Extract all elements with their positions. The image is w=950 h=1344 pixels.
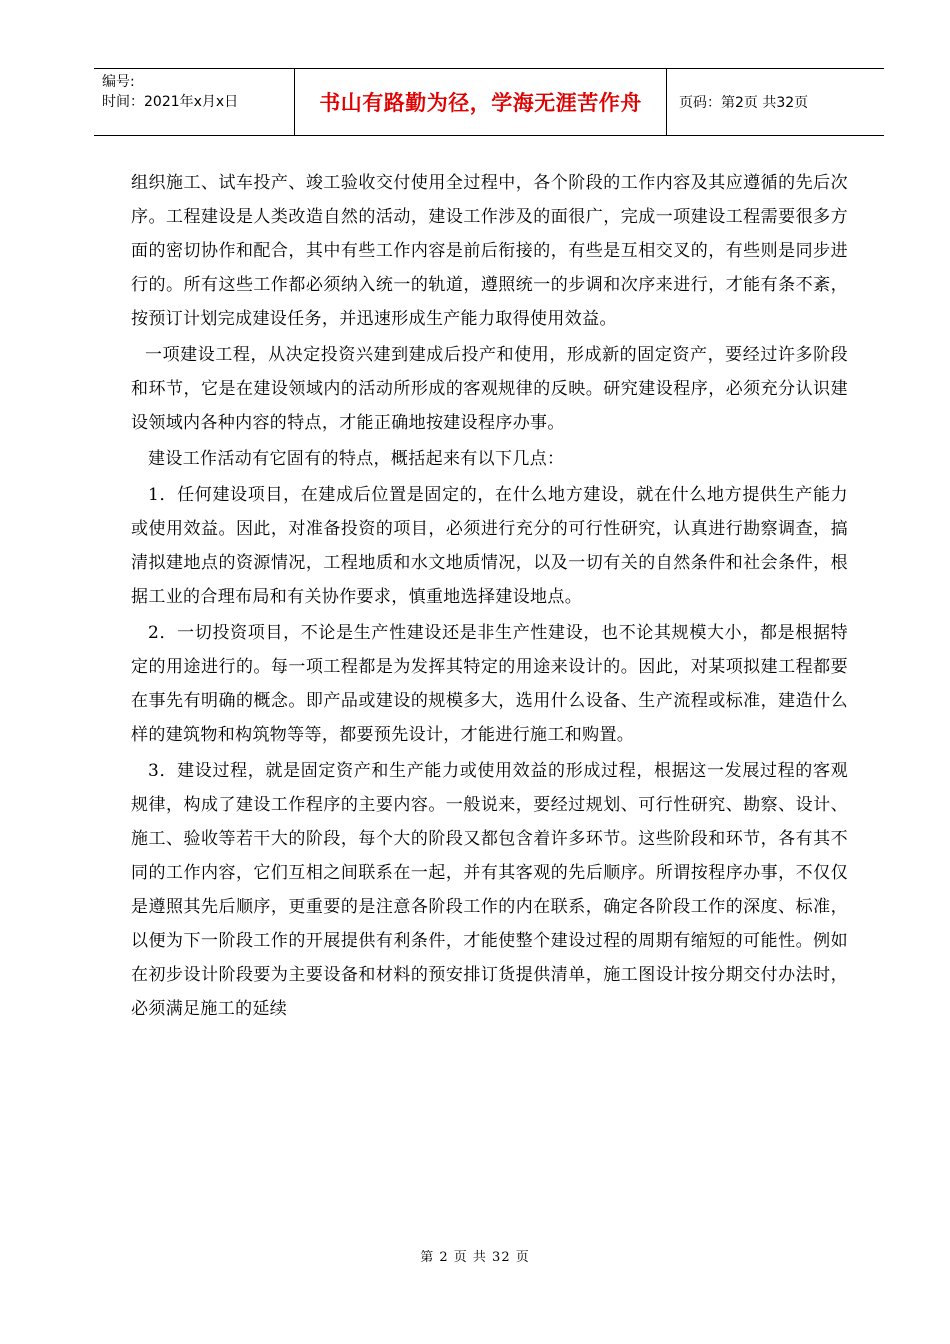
page-header xyxy=(94,68,884,136)
header-motto: 书山有路勤为径，学海无涯苦作舟 xyxy=(295,69,667,135)
header-page-label: 页码：第2页 共32页 xyxy=(679,95,809,111)
paragraph-point-3: 3．建设过程，就是固定资产和生产能力或使用效益的形成过程，根据这一发展过程的客观规律，构成了建设工作程序的主要内容。一般说来，要经过规划、可行性研究、勘察、设计、施工、验收等若干大的阶段，每个大的阶段又都包含着许多环节。这些阶段和环节，各有其不同的工作内容，它们互相之间联系在一起，并有其客观的先后顺序。所谓按程序办事，不仅仅是遵照其先后顺序，更重要的是注意各阶段工作的内在联系，确定各阶段工作的深度、标准，以便为下一阶段工作的开展提供有利条件，才能使整个建设过程的周期有缩短的可能性。例如在初步设计阶段要为主要设备和材料的预安排订货提供清单，施工图设计按分期交付办法时，必须满足施工的延续 xyxy=(131,761,848,1019)
paragraph-point-1: 1．任何建设项目，在建成后位置是固定的，在什么地方建设，就在什么地方提供生产能力或使用效益。因此，对准备投资的项目，必须进行充分的可行性研究，认真进行勘察调查，搞清拟建地点的资源情况，工程地质和水文地质情况，以及一切有关的自然条件和社会条件，根据工业的合理布局和有关协作要求，慎重地选择建设地点。 xyxy=(131,485,848,607)
time-label: 时间：2021年x月x日 xyxy=(102,94,239,110)
paragraph-continuation: 组织施工、试车投产、竣工验收交付使用全过程中，各个阶段的工作内容及其应遵循的先后次序。工程建设是人类改造自然的活动，建设工作涉及的面很广，完成一项建设工程需要很多方面的密切协作和配合，其中有些工作内容是前后衔接的，有些是互相交叉的，有些则是同步进行的。所有这些工作都必须纳入统一的轨道，遵照统一的步调和次序来进行，才能有条不紊，按预订计划完成建设任务，并迅速形成生产能力取得使用效益。 xyxy=(131,173,848,329)
page-footer: 第 2 页 共 32 页 xyxy=(420,1250,530,1265)
document-body xyxy=(131,166,848,1026)
paragraph-point-2: 2．一切投资项目，不论是生产性建设还是非生产性建设，也不论其规模大小，都是根据特定的用途进行的。每一项工程都是为发挥其特定的用途来设计的。因此，对某项拟建工程都要在事先有明确的概念。即产品或建设的规模多大，选用什么设备、生产流程或标准，建造什么样的建筑物和构筑物等等，都要预先设计，才能进行施工和购置。 xyxy=(131,623,848,745)
serial-label: 编号: xyxy=(102,74,135,90)
paragraph-construction-process: 一项建设工程，从决定投资兴建到建成后投产和使用，形成新的固定资产，要经过许多阶段和环节，它是在建设领域内的活动所形成的客观规律的反映。研究建设程序，必须充分认识建设领域内各种内容的特点，才能正确地按建设程序办事。 xyxy=(131,345,848,433)
header-info-cell xyxy=(94,69,295,135)
paragraph-features-intro: 建设工作活动有它固有的特点，概括起来有以下几点： xyxy=(148,449,565,469)
